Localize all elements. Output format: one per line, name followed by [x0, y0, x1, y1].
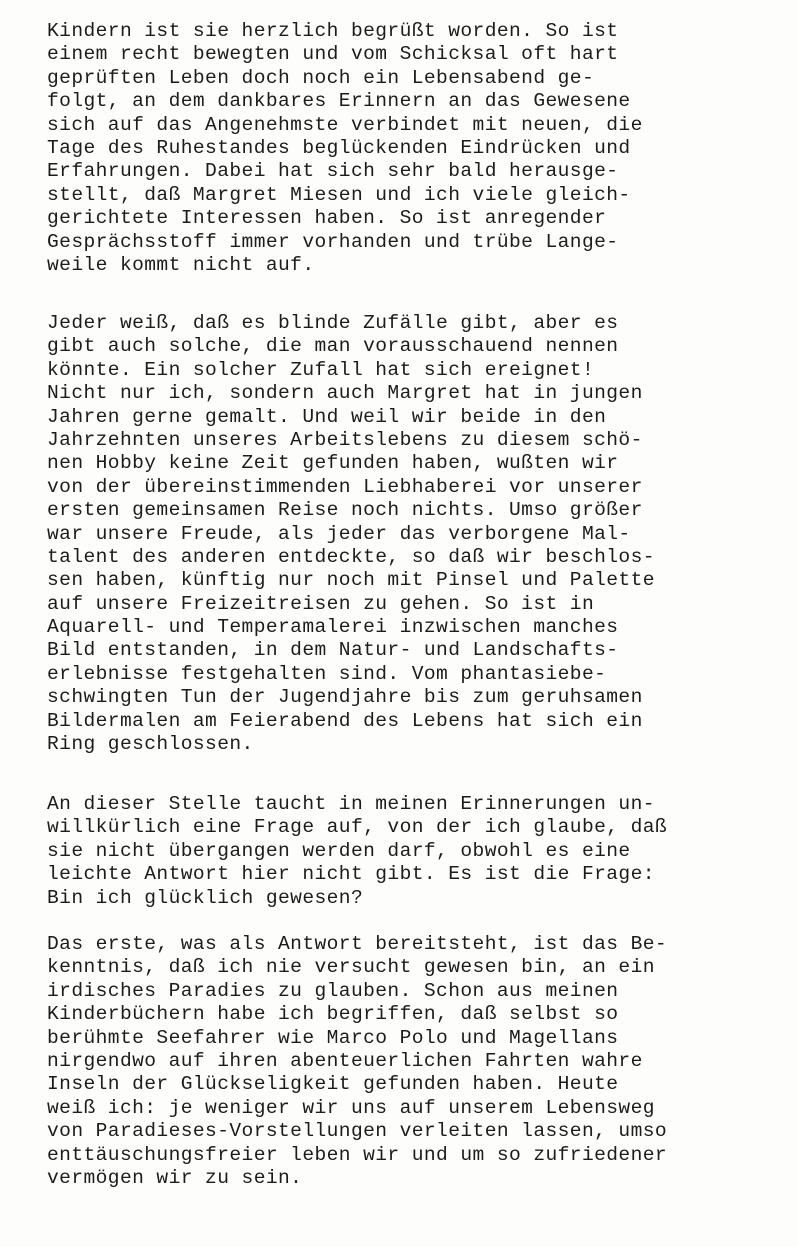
- text-line: Jahren gerne gemalt. Und weil wir beide in den: [47, 405, 607, 428]
- text-line: vermögen wir zu sein.: [47, 1166, 303, 1189]
- text-line: Inseln der Glückseligkeit gefunden haben. Heute: [47, 1073, 619, 1096]
- text-line: auf unsere Freizeitreisen zu gehen. So ist in: [47, 592, 595, 615]
- text-line: Jeder weiß, daß es blinde Zufälle gibt, aber es: [47, 312, 619, 334]
- text-line: sich auf das Angenehmste verbindet mit neuen, die: [47, 113, 643, 136]
- text-line: von der übereinstimmenden Liebhaberei vor unserer: [47, 475, 643, 498]
- paragraph-1: [47, 20, 787, 277]
- text-line: Nicht nur ich, sondern auch Margret hat in jungen: [47, 382, 643, 405]
- text-line: nen Hobby keine Zeit gefunden haben, wußten wir: [47, 452, 619, 475]
- text-line: Gesprächsstoff immer vorhanden und trübe Lange-: [47, 230, 619, 253]
- text-line: An dieser Stelle taucht in meinen Erinnerungen un-: [47, 793, 655, 815]
- text-line: folgt, an dem dankbares Erinnern an das Gewesene: [47, 90, 631, 113]
- text-line: irdisches Paradies zu glauben. Schon aus meinen: [47, 979, 619, 1002]
- text-line: erlebnisse festgehalten sind. Vom phantasiebe-: [47, 662, 607, 685]
- text-line: von Paradieses-Vorstellungen verleiten lassen, umso: [47, 1120, 668, 1143]
- text-line: könnte. Ein solcher Zufall hat sich ereignet!: [47, 358, 595, 381]
- text-line: enttäuschungsfreier leben wir und um so zufriedener: [47, 1143, 668, 1166]
- text-line: ersten gemeinsamen Reise noch nichts. Umso größer: [47, 499, 643, 522]
- text-line: nirgendwo auf ihren abenteuerlichen Fahrten wahre: [47, 1049, 643, 1072]
- text-line: Ring geschlossen.: [47, 733, 254, 756]
- text-line: Erfahrungen. Dabei hat sich sehr bald herausge-: [47, 160, 619, 183]
- text-line: war unsere Freude, als jeder das verborgene Mal-: [47, 522, 631, 545]
- text-line: weile kommt nicht auf.: [47, 253, 315, 276]
- text-line: geprüften Leben doch noch ein Lebensabend ge-: [47, 66, 595, 89]
- text-line: weiß ich: je weniger wir uns auf unserem Lebensweg: [47, 1096, 655, 1119]
- text-line: berühmte Seefahrer wie Marco Polo und Magellans: [47, 1026, 619, 1049]
- text-line: leichte Antwort hier nicht gibt. Es ist die Frage:: [47, 863, 655, 886]
- text-line: sen haben, künftig nur noch mit Pinsel und Palette: [47, 569, 655, 592]
- text-line: Bildermalen am Feierabend des Lebens hat sich ein: [47, 709, 643, 732]
- text-line: Aquarell- und Temperamalerei inzwischen manches: [47, 616, 619, 639]
- text-line: Jahrzehnten unseres Arbeitslebens zu diesem schö-: [47, 428, 643, 451]
- text-line: Bin ich glücklich gewesen?: [47, 886, 364, 909]
- text-line: Das erste, was als Antwort bereitsteht, ist das Be-: [47, 933, 668, 955]
- text-line: Bild entstanden, in dem Natur- und Landschafts-: [47, 639, 619, 662]
- text-line: gerichtete Interessen haben. So ist anregender: [47, 207, 607, 230]
- text-line: Kinderbüchern habe ich begriffen, daß selbst so: [47, 1003, 619, 1026]
- text-line: einem recht bewegten und vom Schicksal oft hart: [47, 43, 619, 66]
- text-line: kenntnis, daß ich nie versucht gewesen bin, an ein: [47, 956, 655, 979]
- paragraph-4: [47, 933, 787, 1190]
- text-line: schwingten Tun der Jugendjahre bis zum geruhsamen: [47, 686, 643, 709]
- text-line: Tage des Ruhestandes beglückenden Eindrücken und: [47, 136, 631, 159]
- paragraph-3: [47, 793, 787, 910]
- text-line: Kindern ist sie herzlich begrüßt worden. So ist: [47, 20, 619, 42]
- text-line: sie nicht übergangen werden darf, obwohl es eine: [47, 839, 631, 862]
- text-line: gibt auch solche, die man vorausschauend nennen: [47, 335, 619, 358]
- text-line: talent des anderen entdeckte, so daß wir beschlos-: [47, 545, 655, 568]
- text-line: stellt, daß Margret Miesen und ich viele gleich-: [47, 183, 631, 206]
- paragraph-2: [47, 312, 787, 756]
- text-line: willkürlich eine Frage auf, von der ich glaube, daß: [47, 816, 668, 839]
